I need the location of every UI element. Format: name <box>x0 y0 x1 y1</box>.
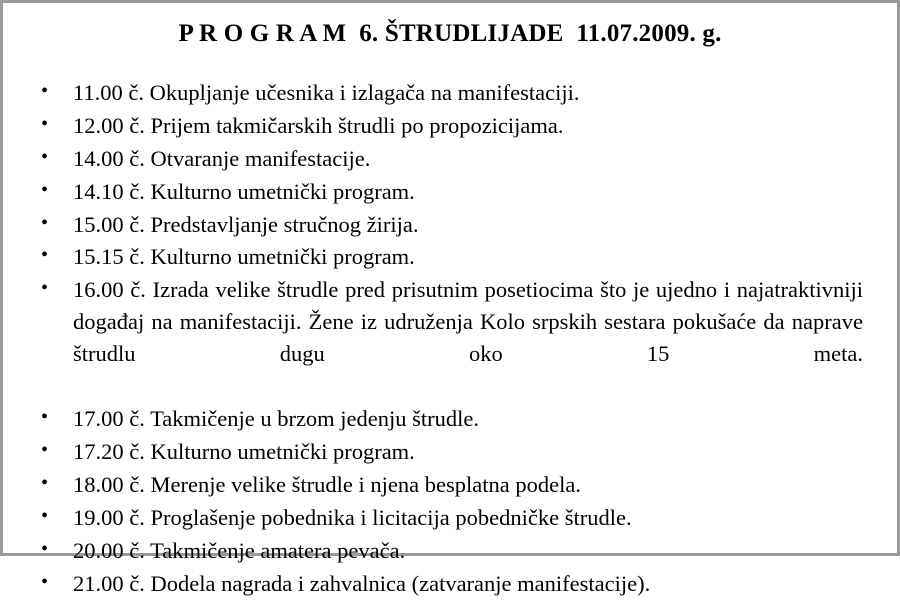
list-item-text: 15.00 č. Predstavljanje stručnog žirija. <box>73 211 419 237</box>
list-item-text: 17.20 č. Kulturno umetnički program. <box>73 439 415 465</box>
bullet-icon: • <box>41 211 49 234</box>
page-title: P R O G R A M 6. ŠTRUDLIJADE 11.07.2009. g. <box>178 20 722 47</box>
bullet-icon: • <box>41 406 49 429</box>
list-item <box>3 274 869 402</box>
bullet-icon: • <box>41 537 49 560</box>
list-item-text: 17.00 č. Takmičenje u brzom jedenju štrudle. <box>73 406 480 432</box>
list-item-text: 15.15 č. Kulturno umetnički program. <box>73 244 415 270</box>
list-item-text: 14.10 č. Kulturno umetnički program. <box>73 178 415 204</box>
bullet-icon: • <box>41 145 49 168</box>
list-item-text: 18.00 č. Merenje velike štrudle i njena besplatna podela. <box>73 472 581 497</box>
list-item-text: 11.00 č. Okupljanje učesnika i izlagača na manifestaciji. <box>73 79 580 105</box>
bullet-icon: • <box>41 277 49 300</box>
bullet-icon: • <box>41 244 49 267</box>
list-item <box>3 110 869 142</box>
list-item <box>3 176 869 208</box>
program-list <box>3 77 897 600</box>
bullet-icon: • <box>41 472 49 494</box>
list-item <box>3 77 869 109</box>
bullet-icon: • <box>41 439 49 462</box>
list-item <box>3 403 869 435</box>
list-item-text: 12.00 č. Prijem takmičarskih štrudli po propozicijama. <box>73 112 564 138</box>
list-item <box>3 535 869 567</box>
list-item-text: 19.00 č. Proglašenje pobednika i licitacija pobedničke štrudle. <box>73 504 632 530</box>
list-item-text: 20.00 č. Takmičenje amatera pevača. <box>73 537 406 563</box>
list-item <box>3 143 869 175</box>
list-item <box>3 209 869 241</box>
bullet-icon: • <box>41 79 49 102</box>
bullet-icon: • <box>41 504 49 527</box>
list-item <box>3 502 869 534</box>
bullet-icon: • <box>41 178 49 201</box>
list-item <box>3 436 869 468</box>
list-item-text: 14.00 č. Otvaranje manifestacije. <box>73 145 371 171</box>
list-item <box>3 568 869 600</box>
list-item <box>3 241 869 273</box>
list-item-text: 16.00 č. Izrada velike štrudle pred prisutnim posetiocima što je ujedno i najatraktivniji događaj na manifestaciji. Žene iz udruženja Kolo srpskih sestara pokušaće da naprave štrudlu dugu oko 15 meta. <box>73 277 863 367</box>
bullet-icon: • <box>41 570 49 593</box>
list-item-text: 21.00 č. Dodela nagrada i zahvalnica (zatvaranje manifestacije). <box>73 570 651 596</box>
list-item <box>3 469 869 501</box>
bullet-icon: • <box>41 112 49 135</box>
